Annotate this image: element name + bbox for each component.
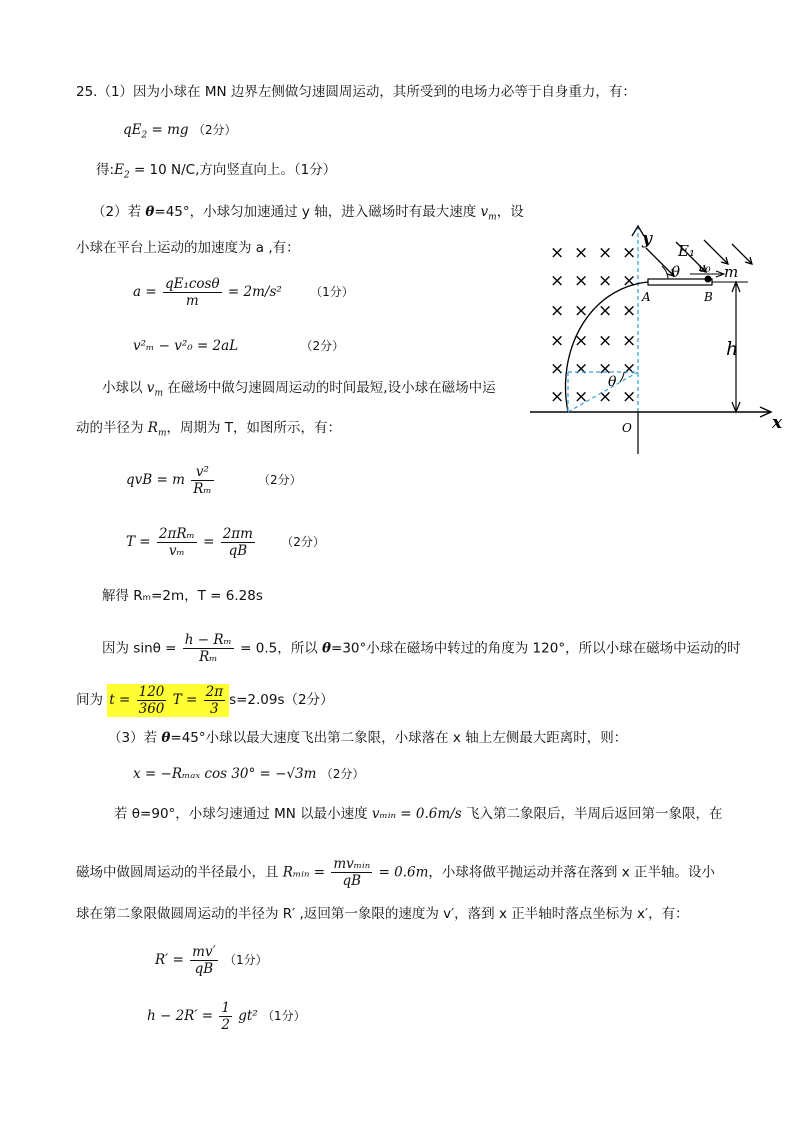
label-v0: v₀ [698, 261, 711, 276]
field-cross: × [598, 243, 613, 263]
equation-x-max: x = −Rₘₐₓ cos 30° = −√3m （2分） [133, 766, 365, 782]
field-cross: × [574, 331, 589, 351]
q25-part3-line4: 球在第二象限做圆周运动的半径为 R′ ,返回第一象限的速度为 v′，落到 x 正半轴时落点坐标为 x′，有： [76, 906, 689, 922]
label-A: A [642, 290, 651, 304]
equation-R-prime: R′ = $\frac{mv'}{qB}$ （1分） [155, 944, 268, 977]
result-E2: 得$:E_2 = 10$ N/C,方向竖直向上。（1分） [96, 162, 337, 181]
field-cross: × [550, 359, 565, 379]
field-cross: × [598, 387, 613, 407]
field-cross: × [622, 359, 637, 379]
field-cross: × [550, 387, 565, 407]
physics-diagram [528, 222, 788, 462]
field-cross: × [550, 243, 565, 263]
q25-part3-line2: 若 θ=90°，小球匀速通过 MN 以最小速度 vₘᵢₙ = 0.6m/s 飞入第二象限后，半周后返回第一象限，在 [114, 806, 723, 822]
sin-theta-line: 因为 sinθ = $\frac{\text{h − Rₘ}}{\text{Rₘ}}$ = 0.5，所以 θ=30°小球在磁场中转过的角度为 120°，所以小球在磁场中运动的时 [102, 632, 741, 665]
q25-part2-line4: 动的半径为 $R_m$，周期为 T，如图所示，有： [76, 420, 342, 439]
field-cross: × [550, 271, 565, 291]
label-B: B [704, 290, 713, 304]
q25-part3-intro: （3）若 θ=45°小球以最大速度飞出第二象限，小球落在 x 轴上左侧最大距离时，则： [108, 730, 628, 746]
q25-part1-intro: 25.（1）因为小球在 MN 边界左侧做匀速圆周运动，其所受到的电场力必等于自身重力，有： [76, 84, 636, 100]
ball [705, 276, 712, 283]
field-cross: × [574, 271, 589, 291]
q25-part2-line3: 小球以 $v_m$ 在磁场中做匀速圆周运动的时间最短,设小球在磁场中运 [102, 380, 496, 399]
field-cross: × [622, 387, 637, 407]
label-x: x [772, 413, 783, 433]
field-cross: × [574, 301, 589, 321]
q25-part3-line3: 磁场中做圆周运动的半径最小，且 Rₘᵢₙ = $\frac{\text{mvₘᵢₙ}}{qB}$ = 0.6m，小球将做平抛运动并落在落到 x 正半轴。设小 [76, 856, 715, 889]
q25-part2-intro: （2）若 θ=45°，小球匀加速通过 y 轴，进入磁场时有最大速度 $v_m$，设 [92, 204, 524, 223]
label-theta-lower: θ [608, 374, 617, 390]
highlighted-time-formula: t = $\frac{120}{360}$ T = $\frac{2\pi}{3}$ [107, 684, 229, 717]
solution-Rm-T: 解得 Rₘ=2m，T = 6.28s [102, 588, 263, 604]
field-cross: × [574, 243, 589, 263]
label-h: h [726, 338, 739, 360]
label-theta: θ [671, 263, 681, 281]
equation-lorentz: qvB = m $\frac{\text{v²}}{\text{Rₘ}}$ （2分） [126, 464, 302, 497]
equation-acceleration: a = $\frac{\text{qE₁cosθ}}{m}$ = 2m/s² （1分） [133, 276, 354, 309]
equation-height: h − 2R′ = $\frac{1}{2}$ gt² （1分） [147, 1000, 306, 1033]
magnetic-field-crosses [550, 243, 636, 407]
label-E1: E₁ [678, 242, 695, 260]
field-cross: × [622, 301, 637, 321]
field-cross: × [622, 271, 637, 291]
field-cross: × [598, 331, 613, 351]
field-cross: × [622, 243, 637, 263]
field-cross: × [574, 387, 589, 407]
label-y: y [642, 229, 652, 249]
field-cross: × [550, 331, 565, 351]
field-cross: × [598, 359, 613, 379]
label-m: m [724, 263, 739, 281]
field-cross: × [598, 271, 613, 291]
time-in-field-line: 间为 t = $\frac{120}{360}$ T = $\frac{2\pi}{3}$ s=2.09s（2分） [76, 684, 334, 717]
equation-qE2-mg: $qE_2$ = mg （2分） [123, 122, 237, 141]
field-cross: × [574, 359, 589, 379]
theta-arc-upper [662, 266, 668, 279]
field-cross: × [622, 331, 637, 351]
equation-period: T = $\frac{\text{2πRₘ}}{\text{vₘ}}$ = $\frac{2\pi m}{qB}$ （2分） [126, 526, 325, 559]
fraction-acceleration: $\frac{\text{qE₁cosθ}}{m}$ [164, 276, 220, 309]
field-cross: × [598, 301, 613, 321]
field-cross: × [550, 301, 565, 321]
label-O: O [622, 421, 632, 435]
equation-velocity: v²ₘ − v²₀ = 2aL （2分） [133, 338, 345, 354]
q25-part2-line2: 小球在平台上运动的加速度为 a ,有： [76, 240, 300, 256]
